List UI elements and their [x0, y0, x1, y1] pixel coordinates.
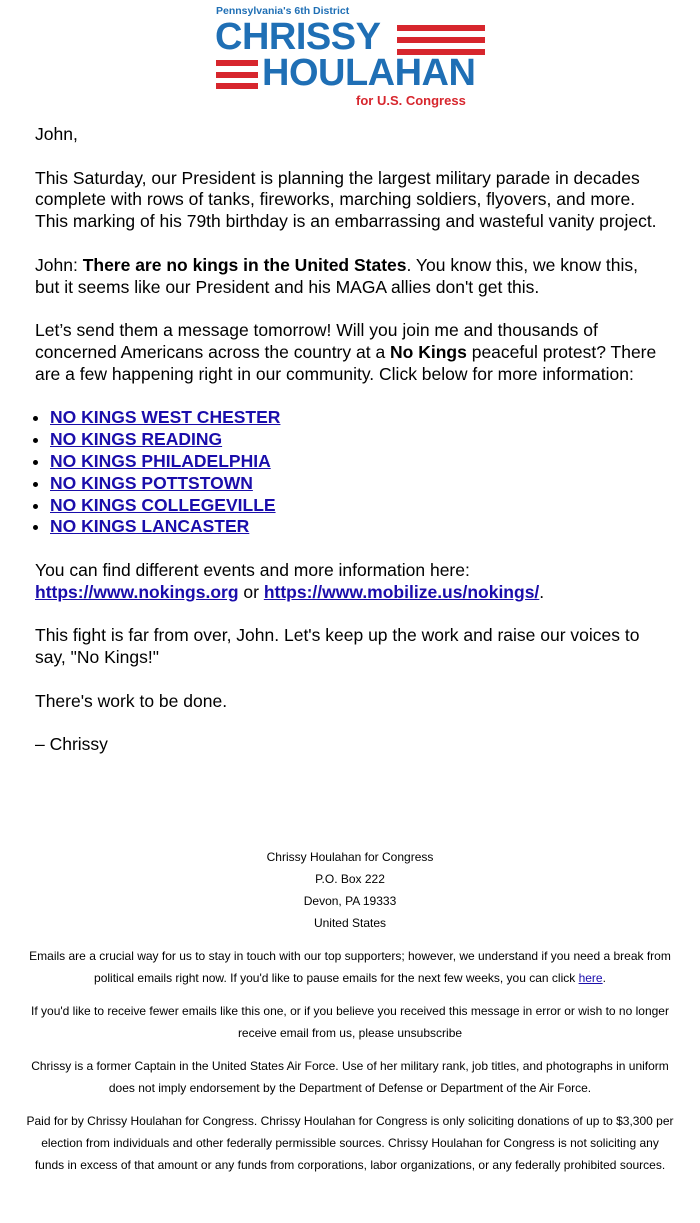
footer-org: Chrissy Houlahan for Congress: [266, 850, 434, 864]
link-reading[interactable]: NO KINGS READING: [50, 429, 223, 450]
logo-stripe: [397, 37, 485, 43]
pause-emails-link[interactable]: here: [578, 971, 603, 985]
list-item: [50, 451, 665, 473]
paragraph-text: .: [539, 581, 545, 602]
link-philadelphia[interactable]: NO KINGS PHILADELPHIA: [50, 450, 271, 471]
paragraph-more-info: [35, 560, 665, 604]
link-lancaster[interactable]: NO KINGS LANCASTER: [50, 516, 250, 537]
paragraph-text: Let’s send them a message tomorrow! Will you join me and thousands of concerned Americans across the country at a: [35, 320, 598, 362]
link-collegeville[interactable]: NO KINGS COLLEGEVILLE: [50, 494, 276, 515]
list-item: [50, 495, 665, 517]
link-west-chester[interactable]: NO KINGS WEST CHESTER: [50, 407, 281, 428]
list-item: [50, 429, 665, 451]
paragraph-protest: [35, 320, 665, 385]
event-link-list: [35, 407, 665, 538]
logo-tagline: for U.S. Congress: [356, 93, 466, 108]
logo-first-name: CHRISSY: [215, 16, 381, 58]
footer-unsubscribe: If you'd like to receive fewer emails like this one, or if you believe you received this message in error or wish to no longer receive email from us, please unsubscribe: [31, 1004, 669, 1040]
list-item: [50, 516, 665, 538]
logo-stripe: [216, 60, 258, 66]
footer-text: .: [602, 971, 606, 985]
list-item: [50, 407, 665, 429]
footer-military-disclaimer: Chrissy is a former Captain in the United States Air Force. Use of her military rank, job titles, and photographs in uniform does not imply endorsement by the Department of Defense or Department of the Air Force.: [31, 1059, 669, 1095]
paragraph-no-kings: [35, 255, 665, 299]
mailing-address: [25, 846, 675, 934]
logo-district: Pennsylvania's 6th District: [216, 5, 350, 17]
logo-stripe: [397, 25, 485, 31]
link-nokings-org[interactable]: https://www.nokings.org: [35, 581, 239, 602]
signoff: – Chrissy: [35, 734, 108, 755]
bold-no-kings: No Kings: [390, 341, 467, 362]
paragraph-text: You can find different events and more information here:: [35, 559, 470, 580]
campaign-logo: [0, 0, 700, 112]
bold-statement: There are no kings in the United States: [82, 254, 407, 275]
footer-country: United States: [313, 916, 387, 930]
paragraph-parade: This Saturday, our President is planning the largest military parade in decades complete with rows of tanks, fireworks, marching soldiers, flyovers, and more. This marking of his 79th birthday is an embarrassing and wasteful vanity project.: [35, 167, 657, 232]
link-mobilize[interactable]: https://www.mobilize.us/nokings/: [263, 581, 540, 602]
footer-po-box: P.O. Box 222: [315, 872, 385, 886]
footer-city: Devon, PA 19333: [303, 894, 397, 908]
email-body: [35, 124, 665, 778]
footer-pause: [25, 945, 675, 989]
logo-stripe: [216, 83, 258, 89]
greeting: John,: [35, 124, 78, 144]
paragraph-text: . You know this, we know this, but it seems like our President and his MAGA allies don't get this.: [35, 254, 639, 297]
link-pottstown[interactable]: NO KINGS POTTSTOWN: [50, 472, 253, 493]
paragraph-work: There's work to be done.: [35, 690, 228, 711]
footer-paid-for: Paid for by Chrissy Houlahan for Congress. Chrissy Houlahan for Congress is only soliciting donations of up to $3,300 per election from individuals and other federally permissible sources. Chrissy Houlahan for Congress is not soliciting any funds in excess of that amount or any funds from corporations, labor organizations, or any federally prohibited sources.: [26, 1114, 674, 1172]
footer-text: Emails are a crucial way for us to stay in touch with our top supporters; however, we understand if you need a break from political emails right now. If you'd like to pause emails for the next few weeks, you can click: [29, 949, 671, 985]
logo-last-name: HOULAHAN: [262, 52, 476, 94]
paragraph-text: peaceful protest? There are a few happening right in our community. Click below for more information:: [35, 341, 657, 384]
email-footer: [25, 846, 675, 1176]
list-item: [50, 473, 665, 495]
paragraph-text: John:: [35, 254, 83, 275]
logo-stripe: [216, 72, 258, 78]
paragraph-text: or: [238, 581, 264, 602]
paragraph-fight: This fight is far from over, John. Let's keep up the work and raise our voices to say, "No Kings!": [35, 625, 640, 668]
